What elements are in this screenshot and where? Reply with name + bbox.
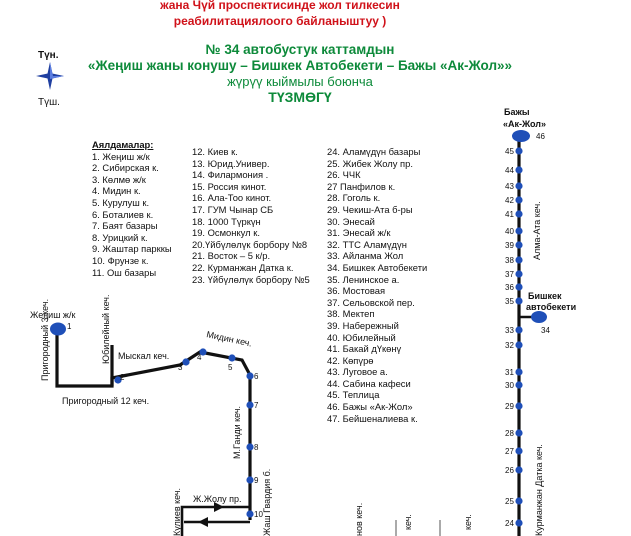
stop-number-39: 39 bbox=[505, 241, 514, 250]
legend-item: 43. Луговое а. bbox=[327, 366, 388, 378]
legend-item: 23. Үйбүлөлүк борбору №5 bbox=[192, 273, 310, 285]
stop-number-27: 27 bbox=[505, 447, 514, 456]
legend-item: 9. Жаштар парккы bbox=[92, 243, 172, 255]
stop-marker-42 bbox=[515, 196, 522, 203]
stop-number-31: 31 bbox=[505, 368, 514, 377]
street-label-partial-1: нов кеч. bbox=[354, 502, 364, 536]
stop-marker-29 bbox=[515, 402, 522, 409]
stop-number-8: 8 bbox=[254, 443, 259, 452]
stop-number-7: 7 bbox=[254, 401, 259, 410]
stop-marker-43 bbox=[515, 182, 522, 189]
legend-item: 32. ТТС Аламүдүн bbox=[327, 238, 407, 250]
stop-number-9: 9 bbox=[254, 476, 259, 485]
stop-marker-40 bbox=[515, 227, 522, 234]
compass-star-icon bbox=[36, 62, 64, 90]
legend-item: 24. Аламүдүн базары bbox=[327, 146, 421, 157]
route-name-title: «Жеңиш жаны конушу – Бишкек Автобекети – Бажы «Ак-Жол»» bbox=[87, 58, 513, 73]
stop-number-25: 25 bbox=[505, 497, 514, 506]
stop-number-37: 37 bbox=[505, 270, 514, 279]
stop-marker-7 bbox=[246, 401, 253, 408]
legend-item: 16. Ала-Тоо кинот. bbox=[192, 192, 272, 204]
legend-item: 4. Мидин к. bbox=[92, 185, 141, 197]
stop-number-5: 5 bbox=[228, 363, 233, 372]
stop-number-44: 44 bbox=[505, 166, 514, 175]
route-subtitle: жүрүү кыймылы боюнча bbox=[227, 74, 373, 89]
street-label-myskal: Мыскал кеч. bbox=[118, 351, 170, 361]
stop-number-6: 6 bbox=[254, 372, 259, 381]
route-line-loop bbox=[182, 507, 250, 536]
stop-marker-31 bbox=[515, 368, 522, 375]
legend-item: 1. Жеңиш ж/к bbox=[92, 150, 150, 162]
legend-item: 31. Энесай ж/к bbox=[327, 227, 391, 239]
stop-number-3: 3 bbox=[178, 363, 183, 372]
stop-marker-6 bbox=[246, 372, 253, 379]
terminal-stop-marker bbox=[512, 130, 530, 142]
terminal-label-line-1: Бажы bbox=[504, 107, 530, 117]
station-label-line-1: Бишкек bbox=[528, 291, 562, 301]
stop-marker-3 bbox=[182, 358, 189, 365]
stop-marker-45 bbox=[515, 147, 522, 154]
stop-marker-30 bbox=[515, 381, 522, 388]
legend-item: 25. Жибек Жолу пр. bbox=[327, 157, 413, 169]
stop-number-28: 28 bbox=[505, 429, 514, 438]
compass-north-label: Түн. bbox=[38, 50, 59, 61]
street-label-jubileyny: Юбилейный кеч. bbox=[101, 294, 111, 364]
legend-item: 20.Үйбүлөлүк борбору №8 bbox=[192, 238, 308, 250]
legend-item: 45. Теплица bbox=[327, 389, 380, 401]
stop-number-41: 41 bbox=[505, 210, 514, 219]
street-label-kuliev: Кулиев кеч. bbox=[172, 487, 182, 536]
legend-item: 39. Набережный bbox=[327, 319, 399, 331]
legend-item: 42. Көпүрө bbox=[327, 354, 374, 366]
legend-item: 18. 1000 Түркүн bbox=[192, 215, 261, 227]
stop-marker-5 bbox=[228, 354, 235, 361]
legend-item: 15. Россия кинот. bbox=[192, 180, 267, 192]
compass-south-label: Түш. bbox=[38, 97, 60, 108]
legend-item: 3. Көлмө ж/к bbox=[92, 173, 146, 185]
legend-item: 28. Гоголь к. bbox=[327, 192, 381, 204]
stop-marker-44 bbox=[515, 166, 522, 173]
legend-item: 19. Осмонкул к. bbox=[192, 227, 260, 239]
stop-number-26: 26 bbox=[505, 466, 514, 475]
station-label-line-2: автобекети bbox=[526, 302, 577, 312]
street-label-partial-3: кеч. bbox=[463, 514, 473, 530]
stop-marker-38 bbox=[515, 256, 522, 263]
legend-item: 41. Бакай дҮкөнү bbox=[327, 343, 402, 355]
start-stop-label: Жеңиш ж/к bbox=[30, 310, 76, 320]
street-label-zhibek-zholu: Ж.Жолу пр. bbox=[193, 494, 242, 504]
route-number-title: № 34 автобустук каттамдын bbox=[205, 42, 395, 57]
stop-number-40: 40 bbox=[505, 227, 514, 236]
legend-item: 44. Сабина кафеси bbox=[327, 377, 411, 389]
stop-marker-41 bbox=[515, 210, 522, 217]
legend-item: 8. Урицкий к. bbox=[92, 231, 148, 243]
stop-marker-26 bbox=[515, 466, 522, 473]
street-label-prigorodny-3: Пригородный 3 кеч. bbox=[40, 298, 50, 381]
legend-item: 11. Ош базары bbox=[92, 266, 157, 278]
legend-item: 34. Бишкек Автобекети bbox=[327, 261, 428, 273]
legend-item: 46. Бажы «Ак-Жол» bbox=[327, 401, 413, 413]
legend-item: 6. Боталиев к. bbox=[92, 208, 154, 220]
stop-number-30: 30 bbox=[505, 381, 514, 390]
street-label-zhash-gvardia: Жаш Гвардия б. bbox=[262, 468, 272, 536]
start-stop-marker bbox=[50, 323, 66, 336]
legend-item: 13. Юрид.Универ. bbox=[192, 157, 270, 169]
header-line-1: жана Чүй проспектисинде жол тилкесин bbox=[160, 0, 400, 12]
stop-marker-28 bbox=[515, 429, 522, 436]
stops-layer bbox=[67, 132, 550, 528]
stop-number-42: 42 bbox=[505, 196, 514, 205]
legend-item: 27 Панфилов к. bbox=[327, 180, 396, 192]
legend-title: Аялдамалар: bbox=[92, 139, 154, 150]
street-label-alma-ata: Алма-Ата кеч. bbox=[532, 201, 542, 260]
stop-marker-8 bbox=[246, 443, 253, 450]
stop-marker-37 bbox=[515, 270, 522, 277]
street-label-prigorodny-12: Пригородный 12 кеч. bbox=[62, 396, 150, 406]
scheme-title: ТҮЗМӨГҮ bbox=[268, 89, 332, 105]
legend-item: 26. ЧЧК bbox=[327, 169, 361, 181]
street-label-kurmanzhan: Курманжан Датка кеч. bbox=[534, 444, 544, 536]
legend-item: 35. Ленинское а. bbox=[327, 273, 400, 285]
legend-item: 14. Филармония . bbox=[192, 169, 269, 181]
stop-marker-24 bbox=[515, 519, 522, 526]
stop-number-35: 35 bbox=[505, 297, 514, 306]
street-label-partial-2: кеч. bbox=[403, 514, 413, 530]
stop-number-29: 29 bbox=[505, 402, 514, 411]
stop-number-1: 1 bbox=[67, 322, 72, 331]
stop-marker-9 bbox=[246, 476, 253, 483]
terminal-label-line-2: «Ак-Жол» bbox=[503, 119, 547, 129]
legend-item: 33. Айланма Жол bbox=[327, 250, 404, 262]
stop-number-10: 10 bbox=[254, 510, 263, 519]
legend-item: 21. Восток – 5 к/р. bbox=[192, 250, 271, 262]
stop-number-46: 46 bbox=[536, 132, 545, 141]
stop-marker-39 bbox=[515, 241, 522, 248]
stop-number-43: 43 bbox=[505, 182, 514, 191]
stop-marker-25 bbox=[515, 497, 522, 504]
legend-item: 38. Мектеп bbox=[327, 308, 375, 320]
stop-number-34: 34 bbox=[541, 326, 550, 335]
legend-item: 10. Фрунзе к. bbox=[92, 254, 149, 266]
stop-number-38: 38 bbox=[505, 256, 514, 265]
stop-marker-33 bbox=[515, 326, 522, 333]
legend-item: 12. Киев к. bbox=[192, 146, 238, 157]
header-line-2: реабилитациялоого байланыштуу ) bbox=[173, 14, 387, 28]
legend-item: 17. ГУМ Чынар СБ bbox=[192, 203, 274, 215]
stop-number-36: 36 bbox=[505, 283, 514, 292]
street-label-m-gandi: М.Ганди кеч. bbox=[232, 405, 242, 459]
legend-item: 36. Мостовая bbox=[327, 285, 386, 297]
stop-marker-36 bbox=[515, 283, 522, 290]
legend-item: 47. Бейшеналиева к. bbox=[327, 412, 418, 424]
legend-item: 37. Сельовской пер. bbox=[327, 296, 415, 308]
stop-marker-10 bbox=[246, 510, 253, 517]
stop-number-45: 45 bbox=[505, 147, 514, 156]
stop-number-33: 33 bbox=[505, 326, 514, 335]
stop-marker-27 bbox=[515, 447, 522, 454]
station-stop-marker bbox=[531, 311, 547, 323]
stop-marker-35 bbox=[515, 297, 522, 304]
street-label-midin: Мидин кеч. bbox=[205, 329, 253, 349]
legend-item: 7. Баят базары bbox=[92, 220, 158, 232]
stop-number-2: 2 bbox=[120, 373, 125, 382]
stop-marker-32 bbox=[515, 341, 522, 348]
legend-item: 5. Курулуш к. bbox=[92, 196, 150, 208]
legend-item: 2. Сибирская к. bbox=[92, 162, 159, 174]
stop-number-32: 32 bbox=[505, 341, 514, 350]
legend-item: 40. Юбилейный bbox=[327, 331, 396, 343]
legend-item: 22. Курманжан Датка к. bbox=[192, 261, 294, 273]
stop-number-4: 4 bbox=[197, 353, 202, 362]
stop-number-24: 24 bbox=[505, 519, 514, 528]
legend-item: 29. Чекиш-Ата б-ры bbox=[327, 203, 413, 215]
legend-item: 30. Энесай bbox=[327, 215, 375, 227]
